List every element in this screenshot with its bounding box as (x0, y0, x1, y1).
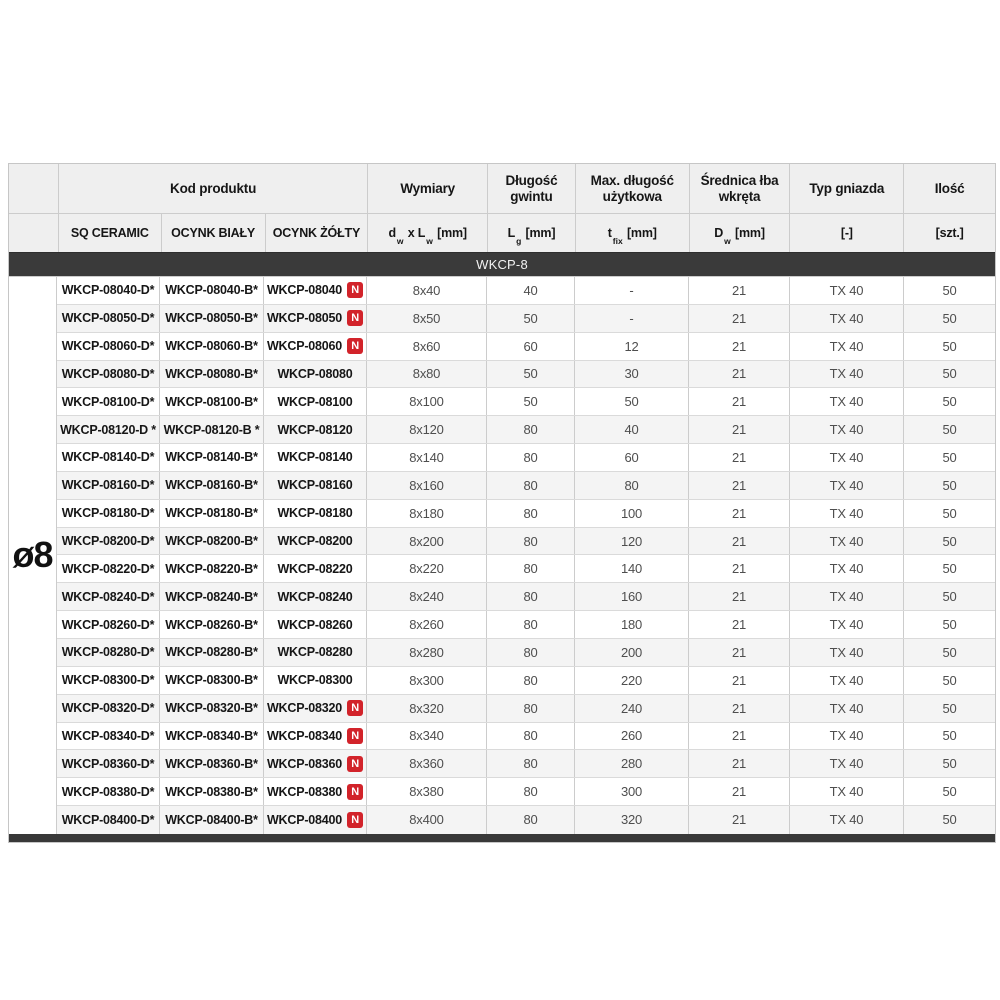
table-rows (57, 277, 995, 834)
cell-sq-ceramic: WKCP-08120-D * (57, 416, 160, 443)
cell-typ-gniazda: TX 40 (790, 277, 904, 304)
cell-ocynk-bialy: WKCP-08140-B* (160, 444, 264, 471)
cell-ilosc: 50 (942, 672, 957, 688)
cell-srednica-lba: 21 (689, 723, 790, 750)
cell-ilosc: 50 (942, 282, 957, 298)
cell-sq-ceramic: WKCP-08050-D* (57, 305, 160, 332)
cell-ocynk-bialy: WKCP-08180-B* (160, 500, 264, 527)
dlugosc-gwintu-label: Długość gwintu (505, 172, 558, 204)
wymiary-label: Wymiary (400, 180, 455, 196)
cell-ocynk-bialy: WKCP-08260-B* (160, 611, 264, 638)
cell-sq-ceramic: WKCP-08220-D* (57, 555, 160, 582)
header-cell-kod-produktu (59, 164, 368, 213)
cell-max-dlugosc: 220 (575, 667, 689, 694)
table-row (57, 500, 995, 528)
header-cell-srednica-lba (690, 164, 791, 213)
cell-wymiary: 8x140 (367, 444, 487, 471)
cell-wymiary: 8x220 (367, 555, 487, 582)
cell-srednica-lba: 21 (689, 667, 790, 694)
cell-typ-gniazda: TX 40 (790, 305, 904, 332)
cell-typ-gniazda: TX 40 (790, 667, 904, 694)
bottom-section-strip (9, 834, 995, 842)
sq-ceramic-label: SQ CERAMIC (70, 225, 149, 240)
cell-dlugosc-gwintu: 50 (487, 361, 575, 388)
table-row (57, 806, 995, 834)
cell-max-dlugosc: 100 (575, 500, 689, 527)
cell-ocynk-zolty: WKCP-08240 (264, 583, 367, 610)
cell-sq-ceramic: WKCP-08100-D* (57, 388, 160, 415)
cell-typ-gniazda: TX 40 (790, 639, 904, 666)
table-row (57, 667, 995, 695)
subheader-cell-lg-unit (488, 214, 576, 252)
cell-ilosc: 50 (942, 449, 957, 465)
table-row (57, 639, 995, 667)
cell-srednica-lba: 21 (689, 639, 790, 666)
new-product-badge: N (347, 728, 363, 744)
cell-max-dlugosc: 300 (575, 778, 689, 805)
cell-ilosc: 50 (942, 756, 957, 772)
new-product-badge: N (347, 812, 363, 828)
table-row (57, 778, 995, 806)
cell-sq-ceramic: WKCP-08080-D* (57, 361, 160, 388)
cell-ocynk-zolty: WKCP-08160 (264, 472, 367, 499)
cell-ocynk-zolty: WKCP-08080 (264, 361, 367, 388)
cell-sq-ceramic: WKCP-08180-D* (57, 500, 160, 527)
section-band (9, 252, 995, 276)
table-row (57, 528, 995, 556)
ilosc-label: Ilość (934, 180, 965, 196)
cell-wymiary: 8x280 (367, 639, 487, 666)
cell-dlugosc-gwintu: 80 (487, 416, 575, 443)
cell-dlugosc-gwintu: 80 (487, 806, 575, 834)
cell-srednica-lba: 21 (689, 778, 790, 805)
cell-ocynk-bialy: WKCP-08040-B* (160, 277, 264, 304)
cell-srednica-lba: 21 (689, 305, 790, 332)
cell-dlugosc-gwintu: 80 (487, 611, 575, 638)
cell-sq-ceramic: WKCP-08040-D* (57, 277, 160, 304)
cell-ocynk-zolty: WKCP-08400 N (264, 806, 367, 834)
cell-ocynk-bialy: WKCP-08060-B* (160, 333, 264, 360)
header-cell-max-dlugosc (576, 164, 690, 213)
cell-ilosc: 50 (942, 644, 957, 660)
cell-wymiary: 8x180 (367, 500, 487, 527)
subheader-cell-sq-ceramic (59, 214, 162, 252)
header-cell-dlugosc-gwintu (488, 164, 576, 213)
typ-gniazda-label: Typ gniazda (809, 180, 885, 196)
cell-dlugosc-gwintu: 40 (487, 277, 575, 304)
cell-typ-gniazda: TX 40 (790, 555, 904, 582)
cell-ocynk-zolty: WKCP-08200 (264, 528, 367, 555)
cell-ilosc: 50 (942, 812, 957, 828)
table-row (57, 555, 995, 583)
cell-ocynk-zolty: WKCP-08300 (264, 667, 367, 694)
cell-ilosc: 50 (942, 310, 957, 326)
section-band-label: WKCP-8 (476, 257, 528, 272)
cell-wymiary: 8x40 (367, 277, 487, 304)
table-row (57, 611, 995, 639)
subheader-cell-ocynk-bialy (162, 214, 266, 252)
cell-ilosc: 50 (942, 617, 957, 633)
cell-srednica-lba: 21 (689, 277, 790, 304)
cell-max-dlugosc: 320 (575, 806, 689, 834)
cell-sq-ceramic: WKCP-08140-D* (57, 444, 160, 471)
cell-srednica-lba: 21 (689, 388, 790, 415)
cell-typ-gniazda: TX 40 (790, 778, 904, 805)
cell-ocynk-bialy: WKCP-08050-B* (160, 305, 264, 332)
cell-max-dlugosc: 280 (575, 750, 689, 777)
subheader-cell-szt-unit (904, 214, 995, 252)
cell-typ-gniazda: TX 40 (790, 611, 904, 638)
lg-unit-label: $L_g$ [mm] (507, 225, 556, 247)
table-row (57, 416, 995, 444)
cell-wymiary: 8x400 (367, 806, 487, 834)
cell-wymiary: 8x200 (367, 528, 487, 555)
table-row (57, 305, 995, 333)
cell-ilosc: 50 (942, 728, 957, 744)
cell-wymiary: 8x320 (367, 695, 487, 722)
szt-unit-label: [szt.] (935, 225, 964, 240)
cell-typ-gniazda: TX 40 (790, 723, 904, 750)
cell-ocynk-zolty: WKCP-08280 (264, 639, 367, 666)
dim-unit-label: $d_w$ x $L_w$ [mm] (388, 225, 467, 247)
cell-ocynk-bialy: WKCP-08400-B* (160, 806, 264, 834)
cell-ilosc: 50 (942, 505, 957, 521)
cell-ocynk-bialy: WKCP-08340-B* (160, 723, 264, 750)
cell-ocynk-zolty: WKCP-08050 N (264, 305, 367, 332)
dw-unit-label: $D_w$ [mm] (714, 225, 765, 247)
cell-sq-ceramic: WKCP-08380-D* (57, 778, 160, 805)
cell-dlugosc-gwintu: 80 (487, 695, 575, 722)
cell-typ-gniazda: TX 40 (790, 333, 904, 360)
header-cell-empty (9, 164, 59, 213)
cell-wymiary: 8x60 (367, 333, 487, 360)
cell-sq-ceramic: WKCP-08200-D* (57, 528, 160, 555)
subheader-cell-ocynk-zolty (266, 214, 369, 252)
cell-ocynk-bialy: WKCP-08380-B* (160, 778, 264, 805)
new-product-badge: N (347, 282, 363, 298)
cell-ocynk-bialy: WKCP-08080-B* (160, 361, 264, 388)
table-row (57, 333, 995, 361)
cell-srednica-lba: 21 (689, 555, 790, 582)
cell-srednica-lba: 21 (689, 333, 790, 360)
cell-typ-gniazda: TX 40 (790, 500, 904, 527)
cell-typ-gniazda: TX 40 (790, 806, 904, 834)
cell-max-dlugosc: 240 (575, 695, 689, 722)
cell-sq-ceramic: WKCP-08160-D* (57, 472, 160, 499)
cell-ocynk-bialy: WKCP-08320-B* (160, 695, 264, 722)
cell-max-dlugosc: 200 (575, 639, 689, 666)
cell-ocynk-bialy: WKCP-08120-B * (160, 416, 264, 443)
cell-srednica-lba: 21 (689, 750, 790, 777)
table-header-group-row (9, 164, 995, 213)
subheader-cell-dim-unit (368, 214, 488, 252)
new-product-badge: N (347, 310, 363, 326)
cell-max-dlugosc: 80 (575, 472, 689, 499)
cell-max-dlugosc: 160 (575, 583, 689, 610)
cell-wymiary: 8x100 (367, 388, 487, 415)
cell-ocynk-zolty: WKCP-08100 (264, 388, 367, 415)
table-row (57, 388, 995, 416)
cell-wymiary: 8x360 (367, 750, 487, 777)
cell-ocynk-bialy: WKCP-08100-B* (160, 388, 264, 415)
table-row (57, 361, 995, 389)
product-table (8, 163, 996, 843)
cell-sq-ceramic: WKCP-08260-D* (57, 611, 160, 638)
cell-sq-ceramic: WKCP-08060-D* (57, 333, 160, 360)
cell-wymiary: 8x50 (367, 305, 487, 332)
cell-ocynk-zolty: WKCP-08380 N (264, 778, 367, 805)
cell-srednica-lba: 21 (689, 695, 790, 722)
cell-max-dlugosc: 30 (575, 361, 689, 388)
cell-dlugosc-gwintu: 60 (487, 333, 575, 360)
subheader-cell-typ-unit (790, 214, 904, 252)
cell-srednica-lba: 21 (689, 416, 790, 443)
cell-ilosc: 50 (942, 477, 957, 493)
cell-max-dlugosc: 120 (575, 528, 689, 555)
table-row (57, 277, 995, 305)
kod-produktu-label: Kod produktu (170, 180, 257, 196)
cell-ocynk-zolty: WKCP-08340 N (264, 723, 367, 750)
cell-ocynk-zolty: WKCP-08260 (264, 611, 367, 638)
cell-dlugosc-gwintu: 50 (487, 388, 575, 415)
cell-max-dlugosc: 260 (575, 723, 689, 750)
cell-ilosc: 50 (942, 700, 957, 716)
header-cell-wymiary (368, 164, 488, 213)
cell-srednica-lba: 21 (689, 528, 790, 555)
cell-sq-ceramic: WKCP-08360-D* (57, 750, 160, 777)
cell-typ-gniazda: TX 40 (790, 361, 904, 388)
cell-dlugosc-gwintu: 50 (487, 305, 575, 332)
cell-wymiary: 8x160 (367, 472, 487, 499)
cell-ocynk-zolty: WKCP-08180 (264, 500, 367, 527)
cell-ilosc: 50 (942, 561, 957, 577)
cell-sq-ceramic: WKCP-08400-D* (57, 806, 160, 834)
cell-sq-ceramic: WKCP-08320-D* (57, 695, 160, 722)
tfix-unit-label: $t_{fix}$ [mm] (607, 225, 657, 247)
diameter-cell (9, 277, 57, 834)
cell-sq-ceramic: WKCP-08300-D* (57, 667, 160, 694)
cell-dlugosc-gwintu: 80 (487, 555, 575, 582)
cell-ocynk-zolty: WKCP-08320 N (264, 695, 367, 722)
cell-typ-gniazda: TX 40 (790, 583, 904, 610)
table-row (57, 695, 995, 723)
cell-typ-gniazda: TX 40 (790, 388, 904, 415)
cell-max-dlugosc: 180 (575, 611, 689, 638)
cell-dlugosc-gwintu: 80 (487, 444, 575, 471)
cell-sq-ceramic: WKCP-08340-D* (57, 723, 160, 750)
cell-max-dlugosc: 40 (575, 416, 689, 443)
cell-typ-gniazda: TX 40 (790, 528, 904, 555)
srednica-lba-label: Średnica łba wkręta (700, 172, 779, 204)
table-row (57, 583, 995, 611)
cell-dlugosc-gwintu: 80 (487, 723, 575, 750)
cell-dlugosc-gwintu: 80 (487, 639, 575, 666)
cell-ocynk-bialy: WKCP-08200-B* (160, 528, 264, 555)
cell-ilosc: 50 (942, 589, 957, 605)
typ-unit-label: [-] (840, 225, 853, 240)
cell-ilosc: 50 (942, 422, 957, 438)
cell-srednica-lba: 21 (689, 361, 790, 388)
cell-dlugosc-gwintu: 80 (487, 528, 575, 555)
cell-wymiary: 8x120 (367, 416, 487, 443)
cell-ocynk-bialy: WKCP-08300-B* (160, 667, 264, 694)
cell-dlugosc-gwintu: 80 (487, 750, 575, 777)
header-cell-ilosc (904, 164, 995, 213)
cell-max-dlugosc: - (575, 277, 689, 304)
cell-ilosc: 50 (942, 338, 957, 354)
cell-ocynk-zolty: WKCP-08220 (264, 555, 367, 582)
cell-max-dlugosc: 60 (575, 444, 689, 471)
cell-ocynk-bialy: WKCP-08220-B* (160, 555, 264, 582)
table-row (57, 750, 995, 778)
cell-srednica-lba: 21 (689, 806, 790, 834)
table-row (57, 444, 995, 472)
cell-max-dlugosc: - (575, 305, 689, 332)
cell-typ-gniazda: TX 40 (790, 750, 904, 777)
cell-typ-gniazda: TX 40 (790, 695, 904, 722)
table-row (57, 723, 995, 751)
cell-wymiary: 8x380 (367, 778, 487, 805)
new-product-badge: N (347, 338, 363, 354)
cell-srednica-lba: 21 (689, 611, 790, 638)
cell-ilosc: 50 (942, 366, 957, 382)
cell-srednica-lba: 21 (689, 500, 790, 527)
cell-ocynk-zolty: WKCP-08360 N (264, 750, 367, 777)
diameter-label: ø8 (12, 534, 53, 576)
table-subheader-row (9, 213, 995, 252)
cell-ocynk-bialy: WKCP-08160-B* (160, 472, 264, 499)
cell-ocynk-zolty: WKCP-08060 N (264, 333, 367, 360)
cell-ocynk-bialy: WKCP-08280-B* (160, 639, 264, 666)
cell-srednica-lba: 21 (689, 444, 790, 471)
cell-wymiary: 8x340 (367, 723, 487, 750)
cell-ocynk-bialy: WKCP-08360-B* (160, 750, 264, 777)
header-cell-typ-gniazda (790, 164, 904, 213)
cell-ilosc: 50 (942, 394, 957, 410)
subheader-cell-tfix-unit (576, 214, 690, 252)
cell-srednica-lba: 21 (689, 472, 790, 499)
cell-dlugosc-gwintu: 80 (487, 778, 575, 805)
cell-ilosc: 50 (942, 533, 957, 549)
cell-dlugosc-gwintu: 80 (487, 667, 575, 694)
cell-max-dlugosc: 50 (575, 388, 689, 415)
table-row (57, 472, 995, 500)
cell-typ-gniazda: TX 40 (790, 472, 904, 499)
cell-wymiary: 8x240 (367, 583, 487, 610)
new-product-badge: N (347, 700, 363, 716)
cell-ocynk-bialy: WKCP-08240-B* (160, 583, 264, 610)
cell-dlugosc-gwintu: 80 (487, 500, 575, 527)
new-product-badge: N (347, 784, 363, 800)
table-body (9, 276, 995, 834)
cell-srednica-lba: 21 (689, 583, 790, 610)
cell-max-dlugosc: 140 (575, 555, 689, 582)
cell-dlugosc-gwintu: 80 (487, 583, 575, 610)
max-dlugosc-label: Max. długość użytkowa (590, 172, 674, 204)
cell-wymiary: 8x300 (367, 667, 487, 694)
ocynk-bialy-label: OCYNK BIAŁY (171, 225, 256, 240)
new-product-badge: N (347, 756, 363, 772)
cell-max-dlugosc: 12 (575, 333, 689, 360)
cell-wymiary: 8x260 (367, 611, 487, 638)
ocynk-zolty-label: OCYNK ŻÓŁTY (272, 225, 361, 240)
cell-ocynk-zolty: WKCP-08040 N (264, 277, 367, 304)
cell-ocynk-zolty: WKCP-08120 (264, 416, 367, 443)
subheader-cell-empty (9, 214, 59, 252)
cell-dlugosc-gwintu: 80 (487, 472, 575, 499)
cell-wymiary: 8x80 (367, 361, 487, 388)
cell-ocynk-zolty: WKCP-08140 (264, 444, 367, 471)
cell-typ-gniazda: TX 40 (790, 444, 904, 471)
subheader-cell-dw-unit (690, 214, 791, 252)
cell-sq-ceramic: WKCP-08240-D* (57, 583, 160, 610)
cell-ilosc: 50 (942, 784, 957, 800)
cell-typ-gniazda: TX 40 (790, 416, 904, 443)
cell-sq-ceramic: WKCP-08280-D* (57, 639, 160, 666)
